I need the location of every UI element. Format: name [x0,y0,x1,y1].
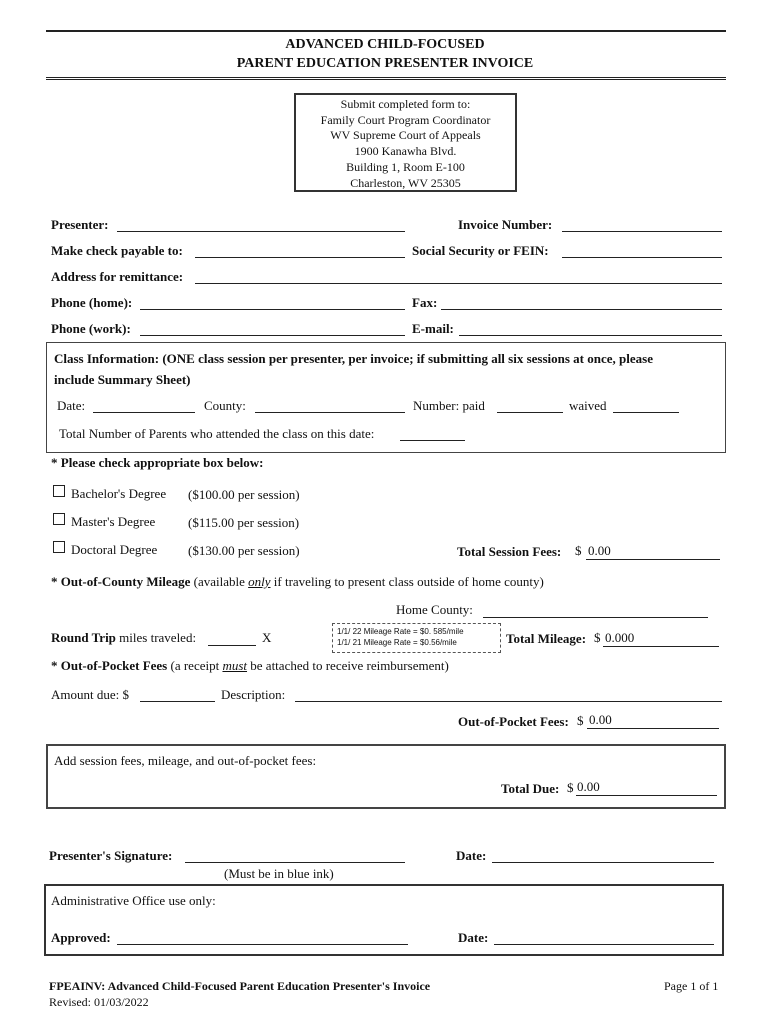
title-line-2: PARENT EDUCATION PRESENTER INVOICE [236,56,534,71]
admin-date-input[interactable] [494,932,714,945]
mileage-heading-pre: (available [190,574,249,589]
number-paid-label: Number: paid [413,398,485,413]
class-date-input[interactable] [93,400,195,413]
total-due-label: Total Due: [501,781,560,796]
doctoral-rate: ($130.00 per session) [188,543,300,558]
session-currency: $ [575,543,582,558]
submit-line: Submit completed form to: [340,97,471,111]
phone-home-input[interactable] [140,297,405,310]
bachelors-rate: ($100.00 per session) [188,487,300,502]
signature-date-label: Date: [456,848,487,863]
number-paid-input[interactable] [497,400,563,413]
payable-to-input[interactable] [195,245,405,258]
address-input[interactable] [195,271,722,284]
oop-heading-em: must [222,658,248,673]
approved-input[interactable] [117,932,408,945]
bachelors-checkbox[interactable] [53,485,65,497]
mileage-heading-bold: * Out-of-County Mileage [51,574,191,589]
doctoral-label: Doctoral Degree [71,542,158,557]
oop-fees-label: Out-of-Pocket Fees: [458,714,569,729]
times-sign: X [262,630,272,645]
submit-line: WV Supreme Court of Appeals [330,128,481,143]
signature-label: Presenter's Signature: [49,848,173,863]
header-top-rule [46,30,726,32]
class-date-label: Date: [57,398,86,413]
submit-line: 1900 Kanawha Blvd. [354,144,457,159]
email-input[interactable] [459,323,722,336]
round-trip-bold: Round Trip [51,630,116,645]
oop-heading [51,658,449,674]
mileage-rate-2022: 1/1/ 22 Mileage Rate = $0. 585/mile [337,627,464,636]
oop-heading-post: be attached to receive reimbursement) [247,658,449,673]
mileage-currency: $ [594,630,601,645]
submit-line: Family Court Program Coordinator [320,112,491,127]
class-info-heading-2: include Summary Sheet) [54,372,191,387]
admin-date-label: Date: [458,930,489,945]
class-county-input[interactable] [255,400,405,413]
class-county-label: County: [204,398,246,413]
oop-fees-value: 0.00 [589,712,612,727]
doctoral-checkbox[interactable] [53,541,65,553]
masters-rate: ($115.00 per session) [188,515,300,530]
total-session-fees-value: 0.00 [588,543,611,558]
round-trip-label [51,630,196,646]
header-bottom-rule [46,77,726,80]
ssn-fein-input[interactable] [562,245,722,258]
total-due-value: 0.00 [577,779,600,794]
footer-revised: Revised: 01/03/2022 [49,995,149,1009]
miles-traveled-input[interactable] [208,633,256,646]
class-info-heading: Class Information: (ONE class session per presenter, per invoice; if submitting all six sessions at once, please [54,351,653,366]
submit-line: Charleston, WV 25305 [350,175,461,190]
submit-line: Building 1, Room E-100 [346,159,465,174]
home-county-label: Home County: [396,602,473,617]
mileage-rate-2021: 1/1/ 21 Mileage Rate = $0.56/mile [337,638,457,647]
mileage-rate-box [332,623,501,653]
description-input[interactable] [295,689,722,702]
mileage-heading [51,574,544,590]
payable-to-label: Make check payable to: [51,243,183,258]
oop-currency: $ [577,713,584,728]
description-label: Description: [221,687,286,702]
total-mileage-value: 0.000 [605,630,635,645]
presenter-label: Presenter: [51,217,109,232]
ssn-fein-label: Social Security or FEIN: [412,243,549,258]
oop-heading-bold: * Out-of-Pocket Fees [51,658,168,673]
amount-due-input[interactable] [140,689,215,702]
approved-label: Approved: [51,930,111,945]
presenter-input[interactable] [117,219,405,232]
waived-label: waived [569,398,607,413]
address-label: Address for remittance: [51,269,184,284]
admin-label: Administrative Office use only: [51,893,216,908]
total-parents-label: Total Number of Parents who attended the class on this date: [59,426,375,441]
degree-instruction: * Please check appropriate box below: [51,455,264,470]
masters-label: Master's Degree [71,514,156,529]
title-line-1: ADVANCED CHILD-FOCUSED [285,37,485,52]
bachelors-label: Bachelor's Degree [71,486,167,501]
fax-label: Fax: [412,295,438,310]
fax-input[interactable] [441,297,722,310]
phone-work-label: Phone (work): [51,321,131,336]
submit-address-box [294,93,517,192]
total-session-fees-label: Total Session Fees: [457,544,562,559]
signature-date-input[interactable] [492,850,714,863]
footer-page: Page 1 of 1 [664,979,719,993]
amount-due-label: Amount due: $ [51,687,129,702]
phone-work-input[interactable] [140,323,405,336]
oop-heading-pre: (a receipt [167,658,223,673]
mileage-heading-post: if traveling to present class outside of home county) [270,574,544,589]
invoice-number-input[interactable] [562,219,722,232]
blue-ink-note: (Must be in blue ink) [224,866,334,881]
total-parents-input[interactable] [400,428,465,441]
footer-form-id: FPEAINV: Advanced Child-Focused Parent Education Presenter's Invoice [49,979,431,993]
email-label: E-mail: [412,321,454,336]
home-county-input[interactable] [483,605,708,618]
round-trip-rest: miles traveled: [115,630,197,645]
total-due-currency: $ [567,780,574,795]
phone-home-label: Phone (home): [51,295,133,310]
total-mileage-label: Total Mileage: [506,631,587,646]
mileage-heading-em: only [248,574,271,589]
total-due-instruction: Add session fees, mileage, and out-of-pocket fees: [54,753,317,768]
masters-checkbox[interactable] [53,513,65,525]
signature-input[interactable] [185,850,405,863]
invoice-number-label: Invoice Number: [458,217,553,232]
waived-input[interactable] [613,400,679,413]
